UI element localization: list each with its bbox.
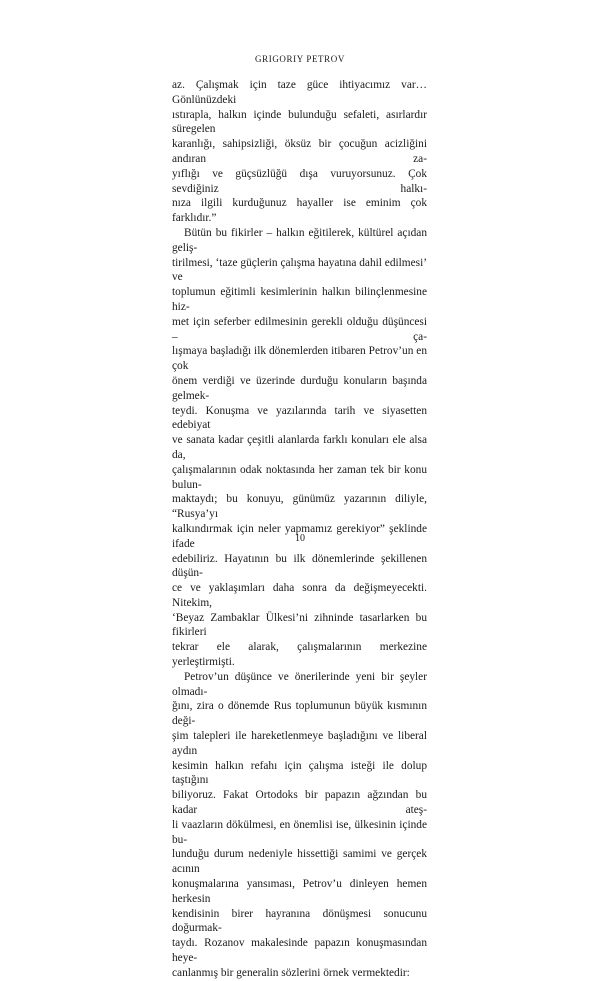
text-line: yıflığı ve güçsüzlüğü dışa vuruyorsunuz. Çok sevdiğiniz halkı- [172,167,427,195]
text-line: ıstırapla, halkın içinde bulunduğu sefaleti, asırlardır süregelen [172,108,427,136]
text-line: canlanmış bir generalin sözlerini örnek vermektedir: [172,966,410,979]
text-line: kesimin halkın refahı için çalışma isteği ile dolup taştığını [172,759,427,787]
text-line: taydı. Rozanov makalesinde papazın konuşmasından heye- [172,937,427,965]
text-line: ğını, zira o dönemde Rus toplumunun büyük kısmının deği- [172,700,427,728]
text-line: toplumun eğitimli kesimlerinin halkın bilinçlenmesine hiz- [172,286,427,313]
text-line: az. Çalışmak için taze güce ihtiyacımız var… Gönlünüzdeki [172,79,427,106]
text-line: met için seferber edilmesinin gerekli olduğu düşüncesi – ça- [172,315,427,343]
text-line: biliyoruz. Fakat Ortodoks bir papazın ağzından bu kadar ateş- [172,789,427,817]
page-number: 10 [295,533,305,544]
text-line: ce ve yaklaşımları daha sonra da değişmeyecekti. Nitekim, [172,582,427,609]
text-line: kendisinin birer hayranına dönüşmesi sonucunu doğurmak- [172,907,427,935]
text-line: konuşmalarına yansıması, Petrov’u dinleyen hemen herkesin [172,878,427,905]
text-line: edebiliriz. Hayatının bu ilk dönemlerinde şekillenen düşün- [172,552,427,580]
text-line: karanlığı, sahipsizliği, öksüz bir çocuğun acizliğini andıran za- [172,138,427,165]
text-line: lışmaya başladığı ilk dönemlerden itibaren Petrov’un en çok [172,345,427,373]
text-line: tirilmesi, ‘taze güçlerin çalışma hayatına dahil edilmesi’ ve [172,256,427,284]
text-line: Petrov’un düşünce ve önerilerinde yeni bir şeyler olmadı- [172,670,427,698]
running-head: GRIGORIY PETROV [255,54,345,64]
text-line: Bütün bu fikirler – halkın eğitilerek, kültürel açıdan geliş- [172,226,427,254]
text-line: kalkındırmak için neler yapmamız gerekiyor” şeklinde ifade [172,522,427,550]
text-line: lunduğu durum nedeniyle hissettiği samimi ve gerçek acının [172,848,427,876]
body-text [172,78,427,981]
text-line: ve sanata kadar çeşitli alanlarda farklı konuları ele alsa da, [172,434,427,461]
text-line: maktaydı; bu konuyu, günümüz yazarının diliyle, “Rusya’yı [172,493,427,521]
text-line: li vaazların dökülmesi, en önemlisi ise, ülkesinin içinde bu- [172,818,427,846]
text-line: şim talepleri ile hareketlenmeye başladığını ve liberal aydın [172,730,427,757]
text-line: çalışmalarının odak noktasında her zaman tek bir konu bulun- [172,463,427,491]
text-line: ‘Beyaz Zambaklar Ülkesi’ni zihninde tasarlarken bu fikirleri [172,611,427,639]
text-line: önem verdiği ve üzerinde durduğu konuların başında gelmek- [172,374,427,402]
text-line: teydi. Konuşma ve yazılarında tarih ve siyasetten edebiyat [172,404,427,432]
text-line: nıza ilgili kurduğunuz hayaller ise eminim çok farklıdır.” [172,197,427,225]
text-line: tekrar ele alarak, çalışmalarının merkezine yerleştirmişti. [172,641,427,669]
